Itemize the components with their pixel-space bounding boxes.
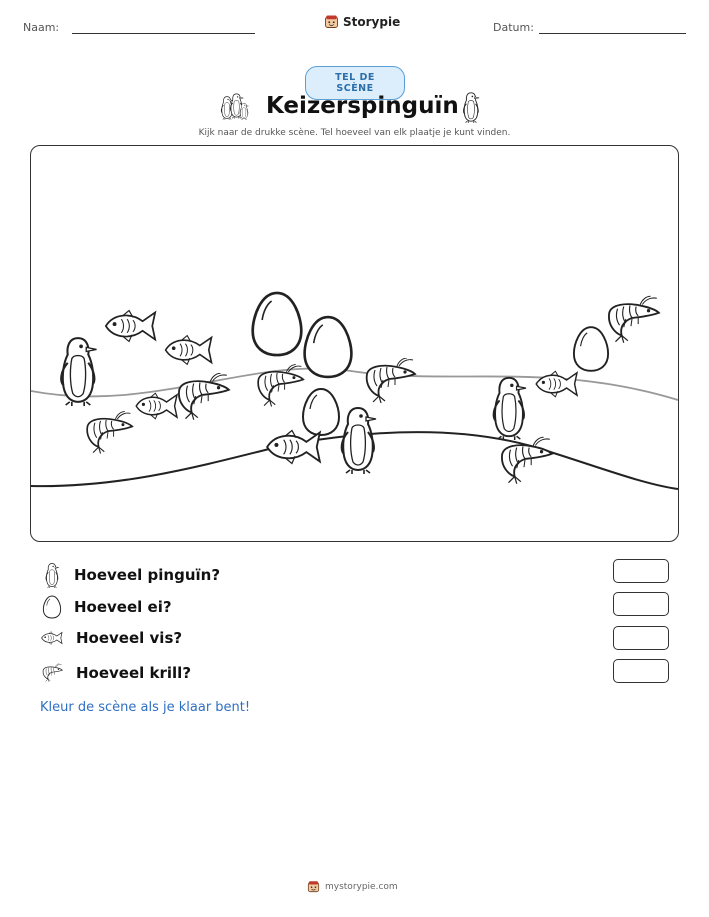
storypie-logo-icon	[324, 14, 339, 29]
question-label: Hoeveel krill?	[76, 664, 192, 682]
question-penguin	[42, 562, 220, 588]
egg	[253, 293, 302, 355]
answer-box-penguin[interactable]	[613, 559, 669, 583]
activity-badge: TEL DE SCÈNE	[305, 66, 405, 100]
footer	[307, 880, 398, 893]
name-label: Naam:	[23, 21, 60, 34]
egg	[303, 389, 339, 435]
penguin-icon	[42, 562, 62, 588]
krill	[367, 358, 415, 403]
question-krill	[40, 662, 191, 684]
fish-icon	[40, 629, 64, 647]
storypie-logo-icon	[307, 880, 320, 893]
fish	[267, 430, 320, 463]
upper-wave-line	[31, 368, 678, 400]
krill	[609, 296, 659, 343]
instructions-subtitle: Kijk naar de drukke scène. Tel hoeveel van elk plaatje je kunt vinden.	[198, 128, 511, 138]
counting-scene	[30, 145, 679, 542]
fish	[136, 393, 177, 419]
answer-box-egg[interactable]	[613, 592, 669, 616]
question-fish	[40, 629, 182, 647]
scene-illustration	[31, 146, 678, 541]
brand-name: Storypie	[343, 14, 401, 29]
fish	[106, 311, 155, 342]
egg-icon	[42, 595, 62, 619]
question-label: Hoeveel pinguïn?	[74, 566, 221, 584]
answer-box-krill[interactable]	[613, 659, 669, 683]
fish	[166, 336, 212, 365]
brand-logo	[324, 14, 400, 29]
penguin	[494, 378, 526, 440]
date-label: Datum:	[493, 21, 534, 34]
question-label: Hoeveel vis?	[76, 629, 183, 647]
footer-url[interactable]: mystorypie.com	[325, 881, 398, 892]
egg	[574, 327, 608, 371]
question-egg	[42, 595, 172, 619]
fish	[536, 371, 577, 397]
answer-box-fish[interactable]	[613, 626, 669, 650]
question-label: Hoeveel ei?	[74, 598, 172, 616]
krill-icon	[40, 662, 64, 684]
page-title: Keizerspinguïn	[266, 93, 459, 119]
krill	[87, 412, 132, 454]
penguin-family-icon	[220, 92, 252, 120]
penguin-icon	[461, 91, 481, 123]
egg	[305, 317, 352, 377]
penguin	[342, 408, 376, 474]
name-field[interactable]	[72, 33, 255, 34]
date-field[interactable]	[539, 33, 686, 34]
coloring-instruction: Kleur de scène als je klaar bent!	[40, 700, 251, 715]
